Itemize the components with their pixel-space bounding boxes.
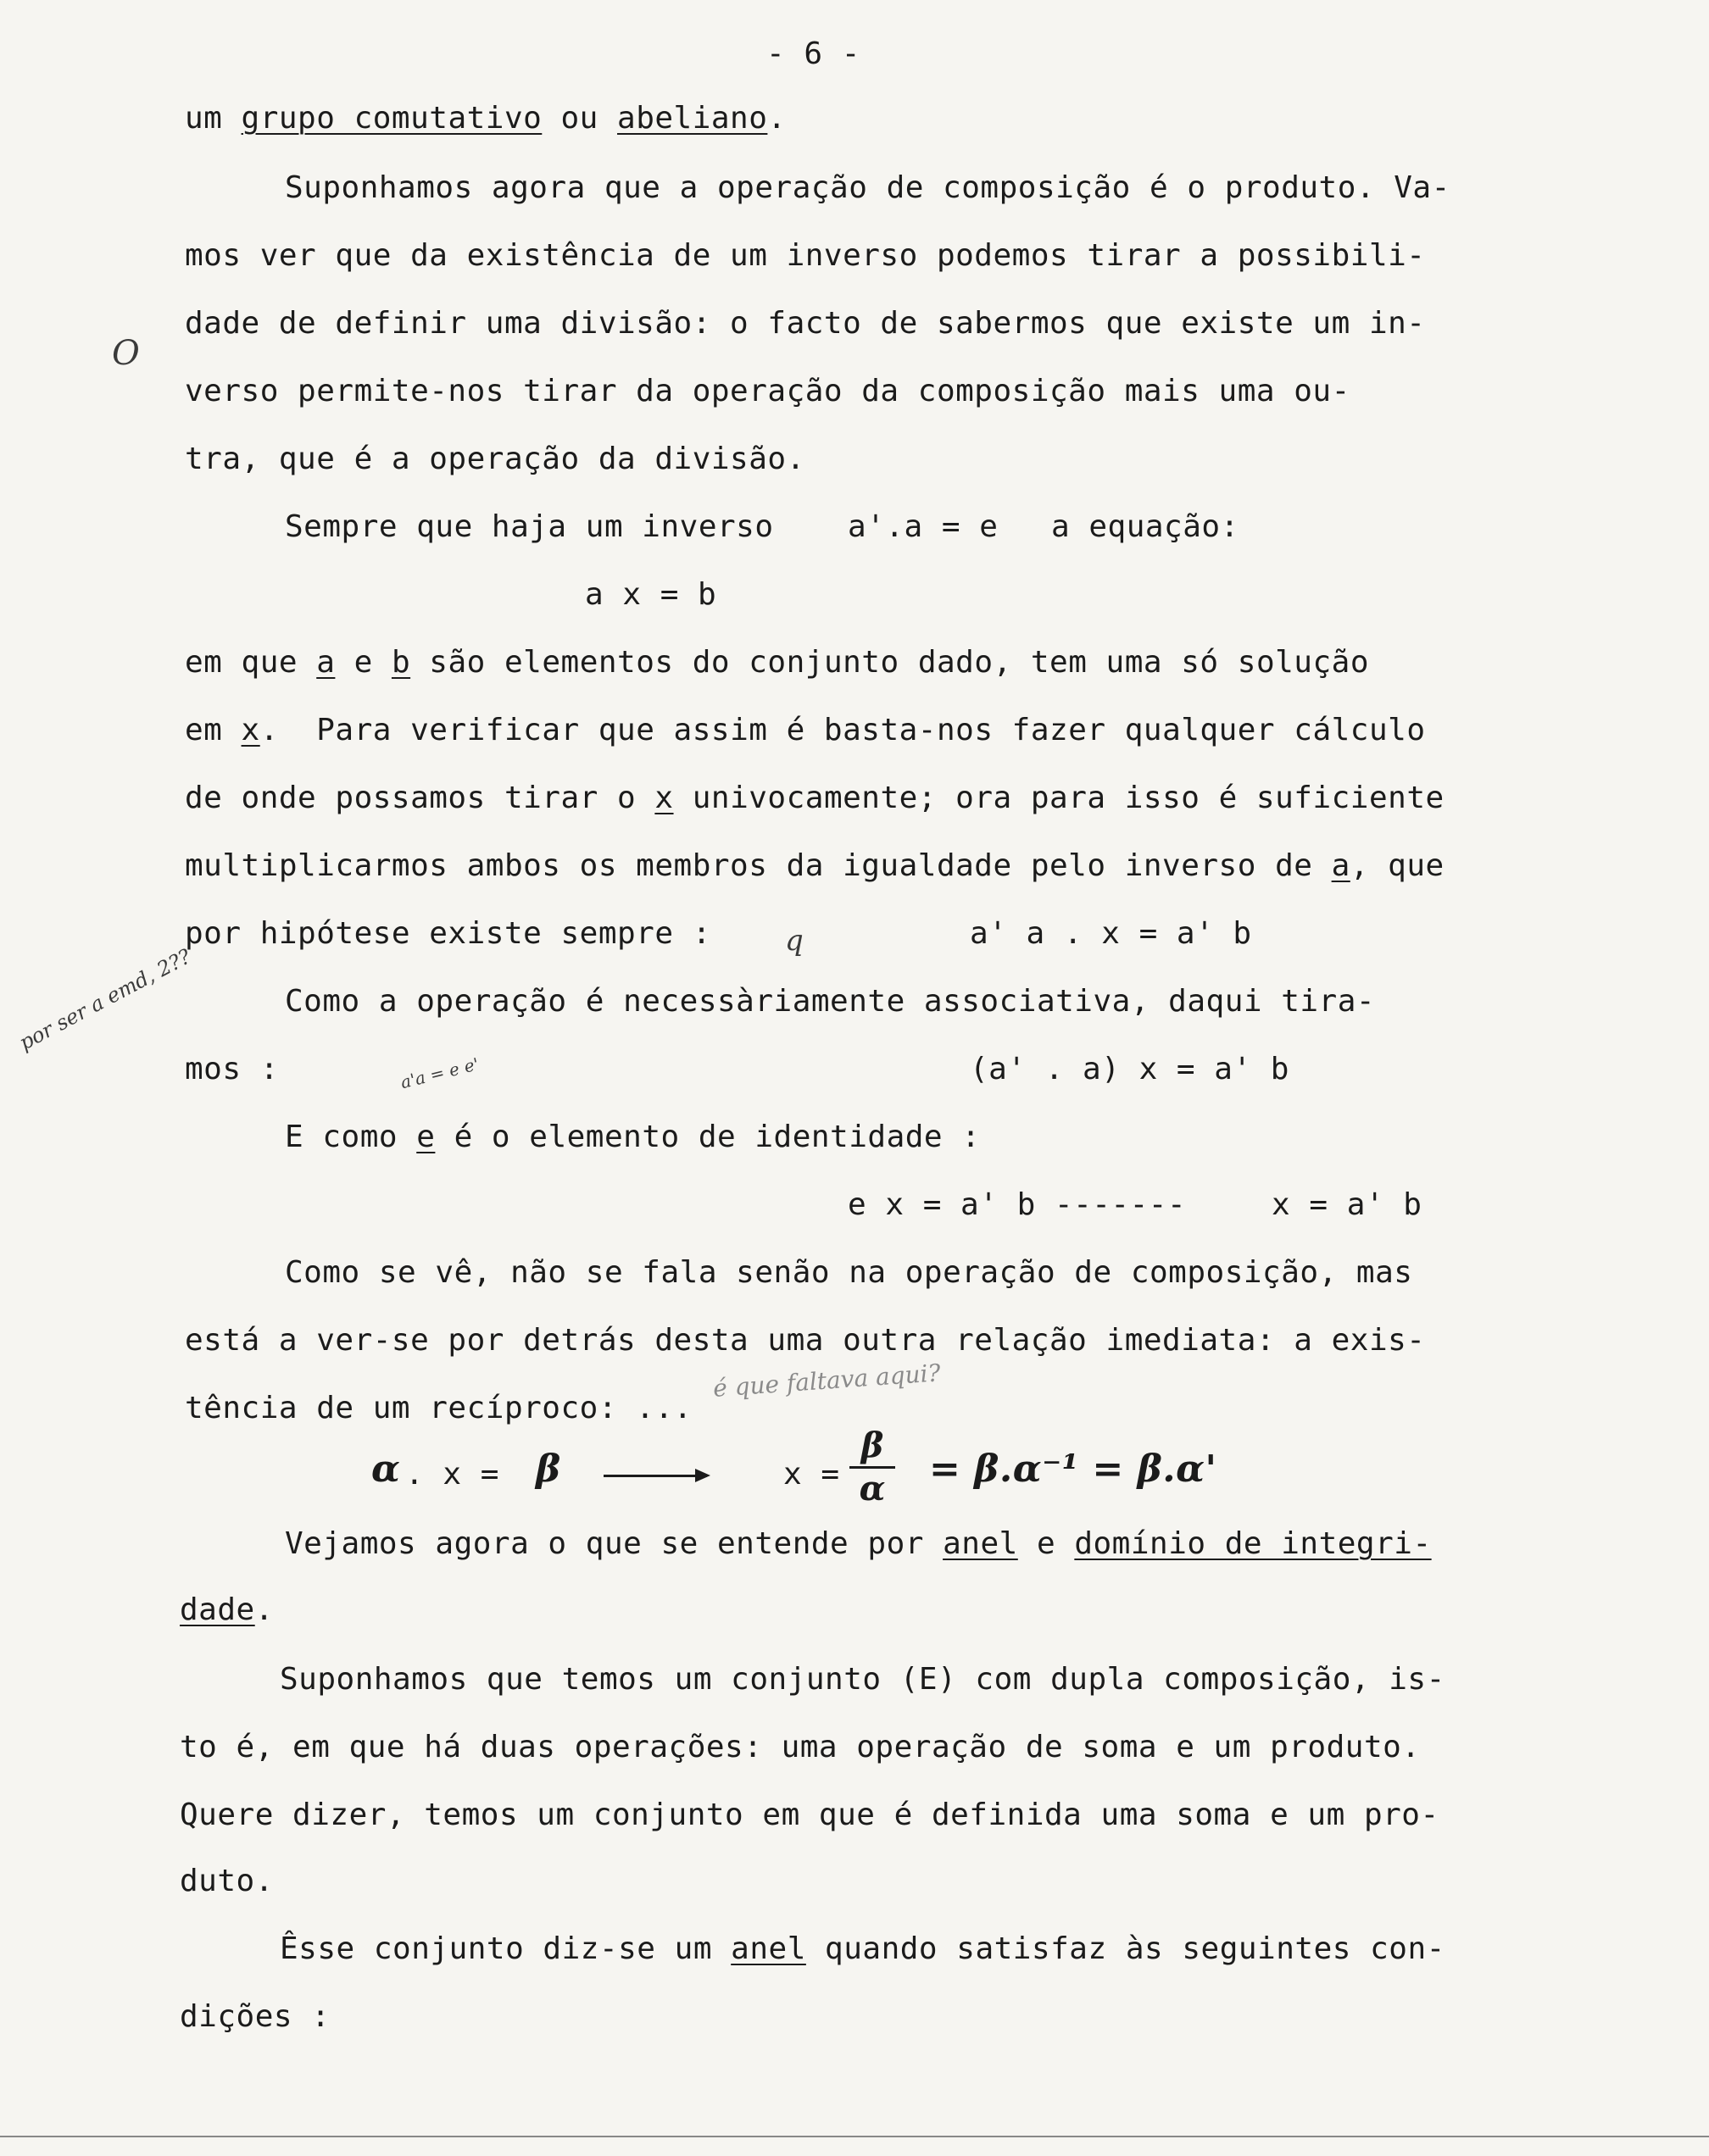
text-line: duto.	[180, 1864, 274, 1898]
text-line: to é, em que há duas operações: uma operação de soma e um produto.	[180, 1730, 1421, 1764]
formula-rest: = β.α⁻¹ = β.α'	[929, 1448, 1217, 1491]
text-line: tência de um recíproco: ...	[185, 1391, 693, 1425]
formula-x-eq2: x =	[783, 1457, 840, 1492]
fraction-numerator: β	[860, 1425, 884, 1465]
page-number: - 6 -	[766, 36, 860, 71]
interlinear-note: a'a = e e'	[398, 1053, 482, 1093]
formula-alpha: α	[371, 1448, 401, 1491]
text-line: dições :	[180, 1999, 331, 2034]
text-line: está a ver-se por detrás desta uma outra relação imediata: a exis-	[185, 1323, 1426, 1358]
text-line: de onde possamos tirar o x univocamente; ora para isso é suficiente	[185, 781, 1445, 815]
text-line: dade de definir uma divisão: o facto de sabermos que existe um in-	[185, 306, 1426, 341]
bottom-edge-rule	[0, 2136, 1709, 2137]
text-line: Vejamos agora o que se entende por anel e domínio de integri-	[285, 1526, 1432, 1561]
text-line: mos ver que da existência de um inverso podemos tirar a possibili-	[185, 238, 1426, 273]
inline-formula: a'.a = e	[848, 509, 999, 544]
inline-formula: (a' . a) x = a' b	[970, 1052, 1289, 1086]
text-line: E como e é o elemento de identidade :	[285, 1120, 981, 1154]
text-line: multiplicarmos ambos os membros da igualdade pelo inverso de a, que	[185, 848, 1445, 883]
text-line: tra, que é a operação da divisão.	[185, 442, 805, 476]
text-line: mos :	[185, 1052, 279, 1086]
margin-note: por ser a emd, 2??	[15, 944, 195, 1055]
formula-beta: β	[536, 1448, 561, 1491]
formula-x-eq: . x =	[405, 1457, 499, 1492]
text-line: Êsse conjunto diz-se um anel quando satisfaz às seguintes con-	[280, 1931, 1445, 1966]
fraction-denominator: α	[859, 1469, 886, 1509]
text-line: a equação:	[1051, 509, 1239, 544]
inline-formula: e x = a' b -------	[848, 1187, 1187, 1222]
text-line: por hipótese existe sempre :	[185, 916, 711, 951]
inline-formula: a' a . x = a' b	[970, 916, 1252, 951]
implies-arrow	[604, 1475, 707, 1477]
text-line: Quere dizer, temos um conjunto em que é definida uma soma e um pro-	[180, 1798, 1439, 1832]
text-line: Como a operação é necessàriamente associativa, daqui tira-	[285, 984, 1376, 1019]
text-line: um grupo comutativo ou abeliano.	[185, 101, 787, 136]
margin-mark-o: O	[112, 334, 140, 373]
text-line: em x. Para verificar que assim é basta-nos fazer qualquer cálculo	[185, 713, 1426, 747]
text-line: Sempre que haja um inverso	[285, 509, 774, 544]
text-line: verso permite-nos tirar da operação da composição mais uma ou-	[185, 374, 1350, 408]
inline-formula: x = a' b	[1272, 1187, 1422, 1222]
text-line: Como se vê, não se fala senão na operação de composição, mas	[285, 1255, 1413, 1290]
margin-mark-q: q	[785, 924, 804, 958]
equation: a x = b	[585, 577, 717, 612]
text-line: dade.	[180, 1592, 274, 1627]
recip-note: é que faltava aqui?	[712, 1359, 942, 1403]
text-line: em que a e b são elementos do conjunto dado, tem uma só solução	[185, 645, 1369, 680]
text-line: Suponhamos agora que a operação de composição é o produto. Va-	[285, 170, 1450, 205]
formula-fraction	[849, 1427, 895, 1508]
text-line: Suponhamos que temos um conjunto (E) com dupla composição, is-	[280, 1662, 1445, 1697]
